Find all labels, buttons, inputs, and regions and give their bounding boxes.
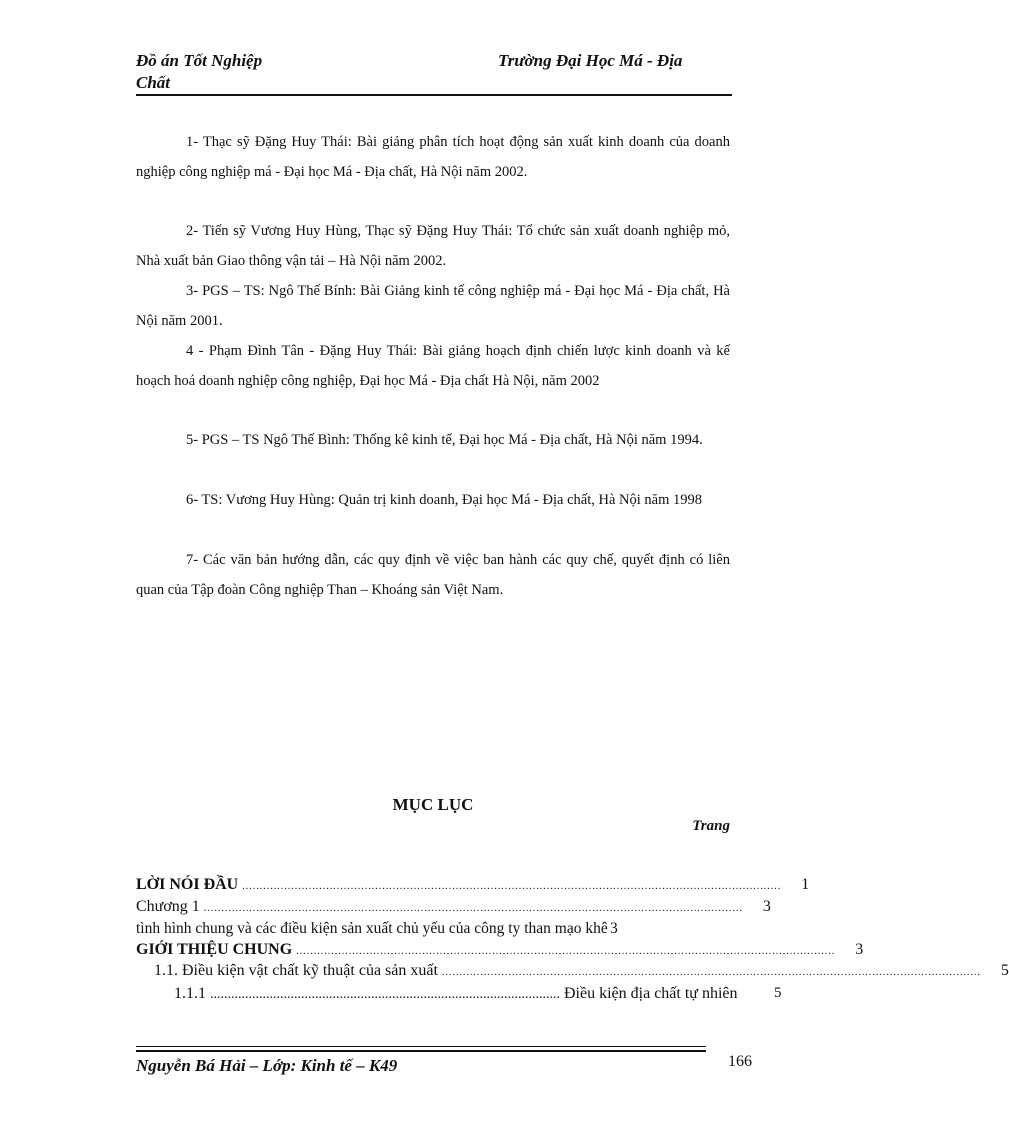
footer-rule-1 (136, 1046, 706, 1047)
reference-5: 5- PGS – TS Ngô Thế Bình: Thống kê kinh tế, Đại học Má - Địa chất, Hà Nội năm 1994. (186, 432, 703, 448)
footer-author: Nguyễn Bá Hải – Lớp: Kinh tế – K49 (136, 1056, 398, 1075)
header-left-line2: Chất (136, 73, 171, 92)
toc-entry[interactable] (136, 876, 810, 896)
toc-entry-label: GIỚI THIỆU CHUNG (136, 941, 293, 958)
toc-entry-page: 1 (801, 876, 810, 893)
toc-entry-page: 3 (610, 920, 618, 937)
toc-entry-label: LỜI NÓI ĐẦU (136, 876, 239, 893)
toc-leader: .......................................................................................................................................................... (441, 967, 981, 978)
toc-entry-page: 5 (1000, 962, 1009, 979)
header-left-line1: Đồ án Tốt Nghiệp (136, 51, 263, 70)
toc-title: MỤC LỤC (392, 795, 474, 814)
toc-entry-page-outside: 5 (774, 985, 782, 1001)
toc-entry-label: Chương 1 (136, 898, 200, 915)
toc-entry[interactable] (136, 920, 730, 940)
toc-entry-label: 1.1.1 (174, 985, 206, 1002)
toc-leader: .......................................................................................................................................................... (203, 903, 743, 914)
toc-entry[interactable] (136, 941, 864, 961)
toc-entry-page: 3 (855, 941, 864, 958)
footer-rule-2 (136, 1050, 706, 1052)
toc-entry-title: Điều kiện địa chất tự nhiên (564, 985, 738, 1002)
reference-1: 1- Thạc sỹ Đặng Huy Thái: Bài giảng phân tích hoạt động sản xuất kinh doanh của doanh nghiệp công nghiệp má - Đại học Má - Địa chất, Hà Nội năm 2002. (136, 134, 730, 180)
toc-entry[interactable] (136, 898, 771, 918)
toc-entry[interactable] (154, 962, 1009, 982)
toc-leader: .................................................................................................... (210, 987, 560, 1002)
toc-leader: .......................................................................................................................................................... (242, 881, 782, 892)
header-right: Trường Đại Học Má - Địa (498, 51, 683, 70)
header-rule (136, 94, 732, 96)
toc-entry[interactable] (174, 985, 738, 1005)
reference-3: 3- PGS – TS: Ngô Thế Bính: Bài Giảng kinh tế công nghiệp má - Đại học Má - Địa chất, Hà Nội năm 2001. (136, 283, 730, 329)
toc-page-label: Trang (692, 818, 730, 834)
toc-leader: .......................................................................................................................................................... (296, 946, 836, 957)
page-number: 166 (728, 1053, 752, 1070)
reference-2: 2- Tiến sỹ Vương Huy Hùng, Thạc sỹ Đặng Huy Thái: Tổ chức sản xuất doanh nghiệp mỏ, Nhà xuất bản Giao thông vận tải – Hà Nội năm 2002. (136, 223, 730, 269)
toc-entry-page: 3 (762, 898, 771, 915)
toc-entry-label: 1.1. Điều kiện vật chất kỹ thuật của sản xuất (154, 962, 438, 979)
toc-entry-label: tình hình chung và các điều kiện sản xuất chủ yếu của công ty than mạo khê (136, 920, 608, 937)
reference-4: 4 - Phạm Đình Tân - Đặng Huy Thái: Bài giảng hoạch định chiến lược kinh doanh và kế hoạch hoá doanh nghiệp công nghiệp, Đại học Má - Địa chất Hà Nội, năm 2002 (136, 343, 730, 389)
header-left (136, 50, 262, 94)
reference-7: 7- Các văn bản hướng dẫn, các quy định về việc ban hành các quy chế, quyết định có liên quan của Tập đoàn Công nghiệp Than – Khoáng sản Việt Nam. (136, 552, 730, 598)
reference-6: 6- TS: Vương Huy Hùng: Quản trị kinh doanh, Đại học Má - Địa chất, Hà Nội năm 1998 (186, 492, 702, 508)
